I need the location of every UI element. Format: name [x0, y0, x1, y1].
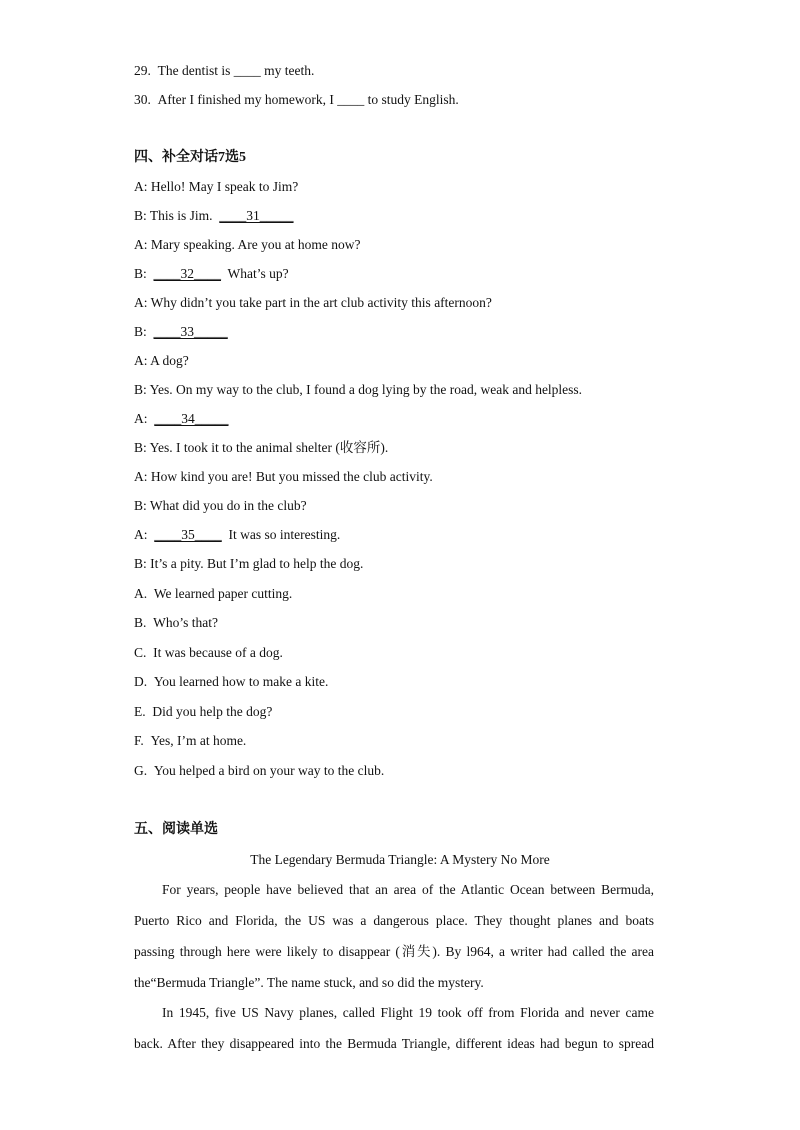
option-g[interactable]: G. You helped a bird on your way to the club. — [134, 763, 385, 778]
question-text: After I finished my homework, I ____ to study English. — [157, 92, 459, 107]
question-number: 30. — [134, 92, 151, 107]
dialogue-line: A: How kind you are! But you missed the club activity. — [134, 469, 433, 484]
blank-35[interactable]: ____35____ — [154, 527, 222, 542]
paragraph-line: In 1945, five US Navy planes, called Flight 19 took off from Florida and never came — [162, 1005, 654, 1020]
question-text: The dentist is ____ my teeth. — [157, 63, 315, 78]
option-e[interactable]: E. Did you help the dog? — [134, 704, 273, 719]
paragraph-line: For years, people have believed that an area of the Atlantic Ocean between Bermuda, — [162, 882, 654, 897]
option-f[interactable]: F. Yes, I’m at home. — [134, 733, 247, 748]
dialogue-line: A: ____35____ It was so interesting. — [134, 527, 341, 542]
section-4-heading: 四、补全对话7选5 — [134, 150, 246, 165]
blank-34[interactable]: ____34_____ — [154, 411, 229, 426]
paragraph-2-cont — [134, 1028, 654, 1059]
paragraph-line: back. After they disappeared into the Bermuda Triangle, different ideas had begun to spread — [134, 1036, 654, 1051]
option-d[interactable]: D. You learned how to make a kite. — [134, 674, 329, 689]
dialogue-line: B: ____33_____ — [134, 324, 228, 339]
dialogue-line: B: Yes. I took it to the animal shelter (收容所). — [134, 440, 389, 455]
question-number: 29. — [134, 63, 151, 78]
blank-33[interactable]: ____33_____ — [153, 324, 228, 339]
blank-31[interactable]: ____31_____ — [219, 208, 294, 223]
dialogue-line: A: Mary speaking. Are you at home now? — [134, 237, 361, 252]
dialogue-line: A: Hello! May I speak to Jim? — [134, 179, 299, 194]
dialogue-line: B: ____32____ What’s up? — [134, 266, 289, 281]
dialogue-line: A: Why didn’t you take part in the art club activity this afternoon? — [134, 295, 492, 310]
question-29 — [134, 62, 314, 80]
paragraph-1 — [134, 874, 654, 905]
paragraph-line: Puerto Rico and Florida, the US was a dangerous place. They thought planes and boats — [134, 913, 654, 928]
dialogue-line: B: What did you do in the club? — [134, 498, 307, 513]
paragraph-line: the“Bermuda Triangle”. The name stuck, and so did the mystery. — [134, 975, 484, 990]
question-30 — [134, 91, 459, 109]
dialogue-line: B: It’s a pity. But I’m glad to help the dog. — [134, 556, 364, 571]
option-b[interactable]: B. Who’s that? — [134, 615, 218, 630]
dialogue-line: B: Yes. On my way to the club, I found a dog lying by the road, weak and helpless. — [134, 382, 583, 397]
dialogue-line: B: This is Jim. ____31_____ — [134, 208, 294, 223]
blank-32[interactable]: ____32____ — [153, 266, 222, 281]
paragraph-line: passing through here were likely to disappear (消失). By l964, a writer had called the area — [134, 944, 654, 959]
paragraph-1-cont — [134, 905, 654, 998]
dialogue-line: A: A dog? — [134, 353, 189, 368]
passage-title: The Legendary Bermuda Triangle: A Mystery No More — [250, 852, 550, 867]
dialogue-line: A: ____34_____ — [134, 411, 229, 426]
option-c[interactable]: C. It was because of a dog. — [134, 645, 283, 660]
paragraph-2 — [134, 997, 654, 1028]
option-a[interactable]: A. We learned paper cutting. — [134, 586, 293, 601]
section-5-heading: 五、阅读单选 — [134, 822, 218, 837]
